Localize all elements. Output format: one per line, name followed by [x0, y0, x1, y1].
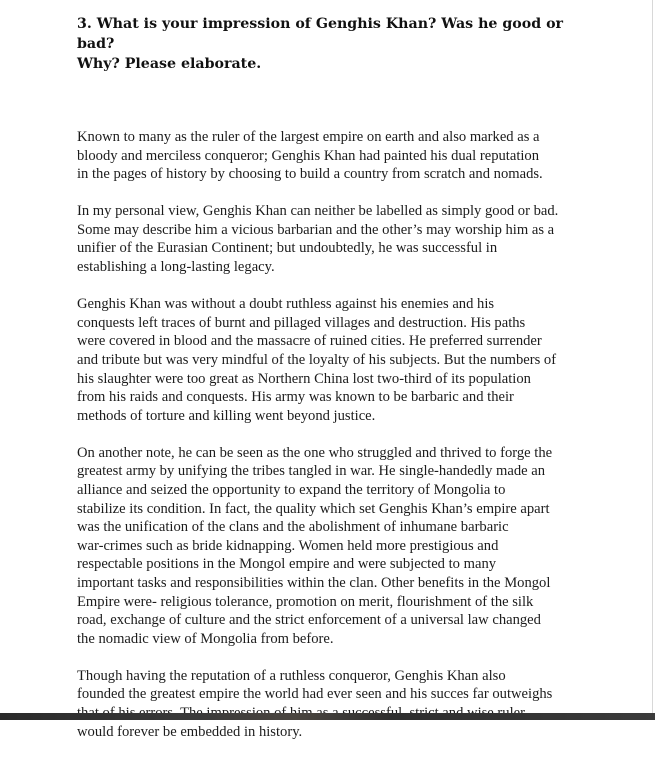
paragraph-line: alliance and seized the opportunity to expand the territory of Mongolia to	[77, 482, 506, 498]
answer-paragraph	[77, 667, 577, 741]
paragraph-line: Some may describe him a vicious barbarian and the other’s may worship him as a	[77, 221, 555, 238]
paragraph-line: would forever be embedded in history.	[77, 723, 303, 740]
answer-body	[77, 128, 577, 741]
paragraph-line: road, exchange of culture and the strict enforcement of a universal law changed	[77, 612, 541, 629]
paragraph-line: bloody and merciless conqueror; Genghis Khan had painted his dual reputation	[77, 147, 540, 164]
paragraph-line: conquests left traces of burnt and pillaged villages and destruction. His paths	[77, 314, 526, 331]
paragraph-line: war-crimes such as bride kidnapping. Women held more prestigious and	[77, 537, 499, 554]
paragraph-line: establishing a long-lasting legacy.	[77, 259, 275, 276]
paragraph-line: unifier of the Eurasian Continent; but undoubtedly, he was successful in	[77, 240, 498, 257]
paragraph-line: stabilize its condition. In fact, the quality which set Genghis Khan’s empire apart	[77, 500, 550, 517]
answer-paragraph	[77, 295, 577, 425]
answer-paragraph	[77, 128, 577, 184]
paragraph-line: important tasks and responsibilities within the clan. Other benefits in the Mongol	[77, 574, 551, 591]
paragraph-line: his slaughter were too great as Northern China lost two-third of its population	[77, 370, 531, 387]
question-line: 3. What is your impression of Genghis Khan? Was he good or bad?	[77, 16, 564, 52]
answer-paragraph	[77, 202, 577, 276]
question-line: Why? Please elaborate.	[77, 56, 262, 72]
paragraph-line: greatest army by unifying the tribes tangled in war. He single-handedly made an	[77, 463, 546, 480]
answer-paragraph	[77, 444, 577, 649]
document-content	[77, 14, 577, 760]
paragraph-line: the nomadic view of Mongolia from before.	[77, 630, 334, 647]
paragraph-line: On another note, he can be seen as the one who struggled and thrived to forge the	[77, 444, 553, 461]
question-heading	[77, 14, 577, 74]
bottom-edge	[0, 713, 655, 720]
paragraph-line: was the unification of the clans and the abolishment of inhumane barbaric	[77, 519, 509, 536]
paragraph-line: Known to many as the ruler of the largest empire on earth and also marked as a	[77, 129, 540, 145]
paragraph-line: Though having the reputation of a ruthless conqueror, Genghis Khan also	[77, 667, 506, 684]
paragraph-line: Genghis Khan was without a doubt ruthless against his enemies and his	[77, 296, 495, 313]
paragraph-line: from his raids and conquests. His army was known to be barbaric and their	[77, 389, 514, 406]
paragraph-line: In my personal view, Genghis Khan can neither be labelled as simply good or bad.	[77, 203, 559, 220]
paragraph-line: were covered in blood and the massacre of ruined cities. He preferred surrender	[77, 333, 542, 350]
paragraph-line: founded the greatest empire the world had ever seen and his succes far outweighs	[77, 686, 553, 703]
paragraph-line: Empire were- religious tolerance, promotion on merit, flourishment of the silk	[77, 593, 534, 610]
paragraph-line: methods of torture and killing went beyond justice.	[77, 407, 376, 424]
paragraph-line: and tribute but was very mindful of the loyalty of his subjects. But the numbers of	[77, 351, 557, 368]
paragraph-line: respectable positions in the Mongol empire and were subjected to many	[77, 556, 497, 573]
paragraph-line: in the pages of history by choosing to build a country from scratch and nomads.	[77, 166, 543, 183]
